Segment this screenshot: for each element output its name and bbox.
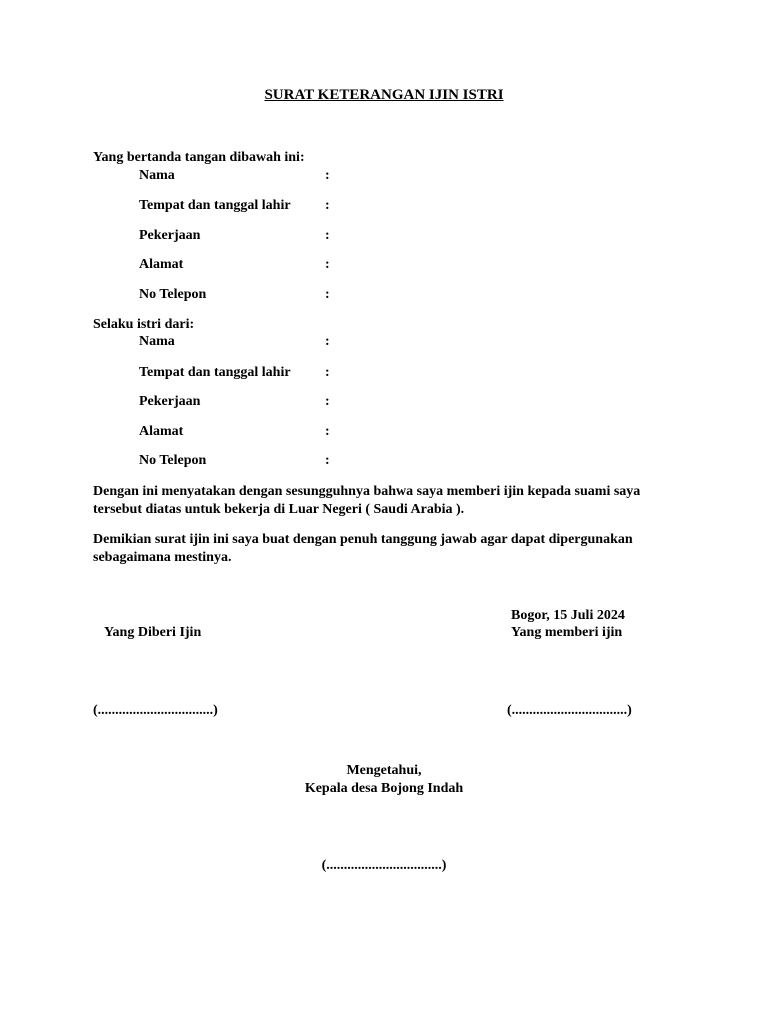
approval-line2: Kepala desa Bojong Indah: [304, 781, 464, 796]
field-separator: :: [325, 334, 330, 349]
section2-field-nama: [139, 334, 330, 350]
approval-signature-blank: (.................................): [321, 858, 447, 873]
left-signature-blank: (.................................): [93, 703, 218, 718]
section1-intro: Yang bertanda tangan dibawah ini:: [93, 150, 305, 165]
field-separator: :: [325, 257, 330, 272]
section2-field-telepon: [139, 453, 330, 469]
section1-field-telepon: [139, 287, 330, 303]
statement-paragraph: Dengan ini menyatakan dengan sesungguhnya bahwa saya memberi ijin kepada suami saya tersebut diatas untuk bekerja di Luar Negeri ( Saudi Arabia ).: [93, 484, 641, 517]
field-label: Tempat dan tanggal lahir: [139, 365, 291, 380]
field-label: Alamat: [139, 424, 184, 439]
field-separator: :: [325, 198, 330, 213]
document-title: SURAT KETERANGAN IJIN ISTRI: [264, 87, 504, 103]
field-separator: :: [325, 228, 330, 243]
field-separator: :: [325, 453, 330, 468]
field-separator: :: [325, 287, 330, 302]
field-label: No Telepon: [139, 453, 207, 468]
field-label: No Telepon: [139, 287, 207, 302]
section2-field-pekerjaan: [139, 394, 330, 410]
field-separator: :: [325, 168, 330, 183]
field-label: Pekerjaan: [139, 228, 201, 243]
field-label: Alamat: [139, 257, 184, 272]
field-label: Nama: [139, 334, 175, 349]
right-signature-blank: (.................................): [507, 703, 632, 718]
field-separator: :: [325, 365, 330, 380]
place-date: Bogor, 15 Juli 2024: [511, 608, 625, 623]
left-signatory-label: Yang Diberi Ijin: [104, 625, 202, 640]
section1-field-ttl: [139, 198, 330, 214]
field-label: Tempat dan tanggal lahir: [139, 198, 291, 213]
right-signatory-label: Yang memberi ijin: [511, 625, 623, 640]
section1-field-pekerjaan: [139, 228, 330, 244]
field-separator: :: [325, 424, 330, 439]
closing-paragraph: Demikian surat ijin ini saya buat dengan penuh tanggung jawab agar dapat dipergunakan sebagaimana mestinya.: [93, 532, 633, 565]
field-separator: :: [325, 394, 330, 409]
section1-field-alamat: [139, 257, 330, 273]
section2-field-alamat: [139, 424, 330, 440]
field-label: Nama: [139, 168, 175, 183]
field-label: Pekerjaan: [139, 394, 201, 409]
section1-field-nama: [139, 168, 330, 184]
section2-intro: Selaku istri dari:: [93, 317, 195, 332]
section2-field-ttl: [139, 365, 330, 381]
approval-line1: Mengetahui,: [346, 763, 422, 778]
